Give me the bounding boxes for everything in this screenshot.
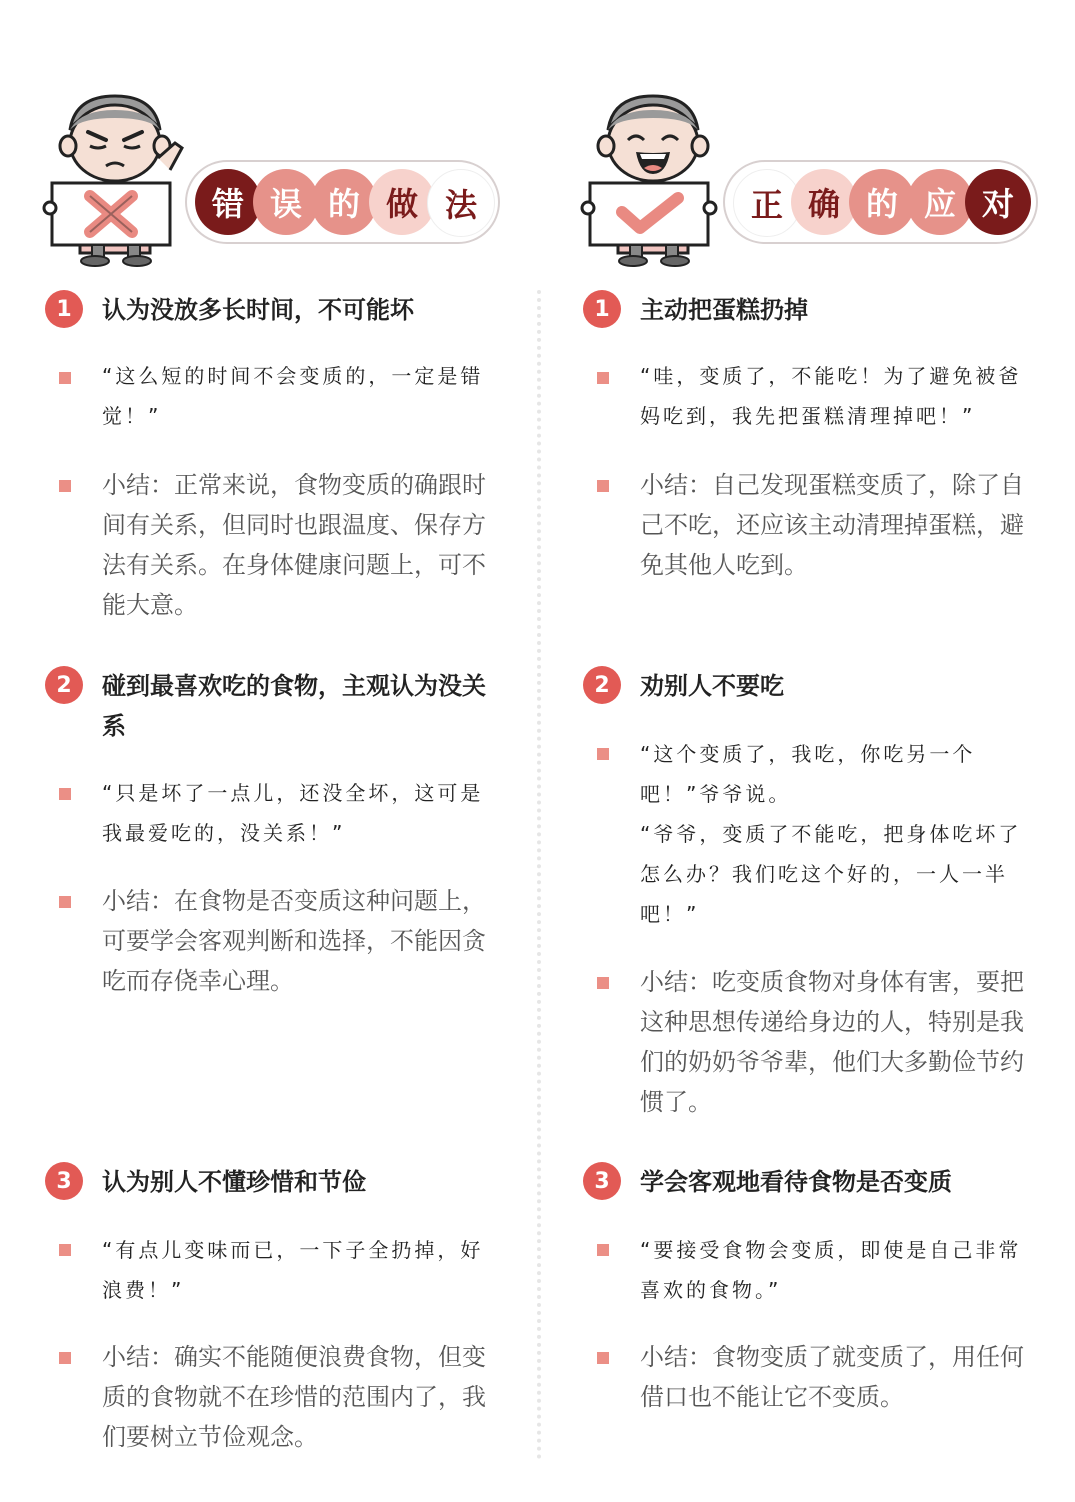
section-number-badge: 2 <box>583 666 621 704</box>
summary-text: 小结：在食物是否变质这种问题上，可要学会客观判断和选择，不能因贪吃而存侥幸心理。 <box>102 887 486 995</box>
bullet-square-icon <box>59 1244 71 1256</box>
correct-section-3 <box>583 1162 1053 1462</box>
wrong-section-1 <box>45 290 515 630</box>
summary-text: 小结：食物变质了就变质了，用任何借口也不能让它不变质。 <box>640 1343 1024 1411</box>
bullet-square-icon <box>597 372 609 384</box>
banner-char: 对 <box>965 169 1031 235</box>
section-title: 认为没放多长时间，不可能坏 <box>102 296 414 324</box>
section-number-badge: 3 <box>45 1162 83 1200</box>
quote-text: “要接受食物会变质，即使是自己非常喜欢的食物。” <box>640 1238 1022 1302</box>
banner-char: 的 <box>311 169 377 235</box>
section-number-badge: 1 <box>45 290 83 328</box>
quote-text: “只是坏了一点儿，还没全坏，这可是我最爱吃的，没关系！” <box>102 781 484 845</box>
correct-response-column <box>538 0 1075 1502</box>
banner-char: 正 <box>733 169 801 237</box>
bullet-square-icon <box>597 977 609 989</box>
banner-char: 误 <box>253 169 319 235</box>
bullet-square-icon <box>59 480 71 492</box>
banner-char: 的 <box>849 169 915 235</box>
section-number-badge: 3 <box>583 1162 621 1200</box>
bullet-square-icon <box>597 480 609 492</box>
bullet-square-icon <box>59 896 71 908</box>
section-title: 劝别人不要吃 <box>640 672 784 700</box>
quote-text: “这么短的时间不会变质的，一定是错觉！” <box>102 364 484 428</box>
bullet-square-icon <box>59 1352 71 1364</box>
bullet-square-icon <box>59 788 71 800</box>
summary-text: 小结：吃变质食物对身体有害，要把这种思想传递给身边的人，特别是我们的奶奶爷爷辈，他们大多勤俭节约惯了。 <box>640 968 1024 1116</box>
banner-char: 应 <box>907 169 973 235</box>
section-title: 学会客观地看待食物是否变质 <box>640 1168 952 1196</box>
bullet-square-icon <box>59 372 71 384</box>
banner-char: 做 <box>369 169 435 235</box>
correct-response-banner <box>723 160 1038 244</box>
banner-char: 法 <box>427 169 495 237</box>
banner-char: 确 <box>791 169 857 235</box>
quote-text: “有点儿变味而已，一下子全扔掉，好浪费！” <box>102 1238 484 1302</box>
bullet-square-icon <box>597 1352 609 1364</box>
section-title: 主动把蛋糕扔掉 <box>640 296 808 324</box>
quote-text: “哇，变质了，不能吃！为了避免被爸妈吃到，我先把蛋糕清理掉吧！” <box>640 364 1022 428</box>
wrong-practice-column <box>0 0 537 1502</box>
bullet-square-icon <box>597 1244 609 1256</box>
bullet-square-icon <box>597 748 609 760</box>
section-title: 碰到最喜欢吃的食物，主观认为没关系 <box>102 672 486 740</box>
correct-section-1 <box>583 290 1053 610</box>
summary-text: 小结：自己发现蛋糕变质了，除了自己不吃，还应该主动清理掉蛋糕，避免其他人吃到。 <box>640 471 1024 579</box>
banner-char: 错 <box>195 169 261 235</box>
section-number-badge: 2 <box>45 666 83 704</box>
frowning-boy-with-x-sign-icon <box>40 88 190 268</box>
section-title: 认为别人不懂珍惜和节俭 <box>102 1168 366 1196</box>
quote-text-continued: “爷爷，变质了不能吃，把身体吃坏了怎么办？我们吃这个好的，一人一半吧！” <box>640 822 1022 926</box>
wrong-section-2 <box>45 666 515 1026</box>
section-number-badge: 1 <box>583 290 621 328</box>
summary-text: 小结：确实不能随便浪费食物，但变质的食物就不在珍惜的范围内了，我们要树立节俭观念。 <box>102 1343 486 1451</box>
summary-text: 小结：正常来说，食物变质的确跟时间有关系，但同时也跟温度、保存方法有关系。在身体健康问题上，可不能大意。 <box>102 471 486 619</box>
correct-section-2 <box>583 666 1053 1136</box>
smiling-boy-with-check-sign-icon <box>578 88 728 268</box>
quote-text: “这个变质了，我吃，你吃另一个吧！”爷爷说。 <box>640 742 976 806</box>
wrong-practice-banner <box>185 160 500 244</box>
wrong-section-3 <box>45 1162 515 1462</box>
